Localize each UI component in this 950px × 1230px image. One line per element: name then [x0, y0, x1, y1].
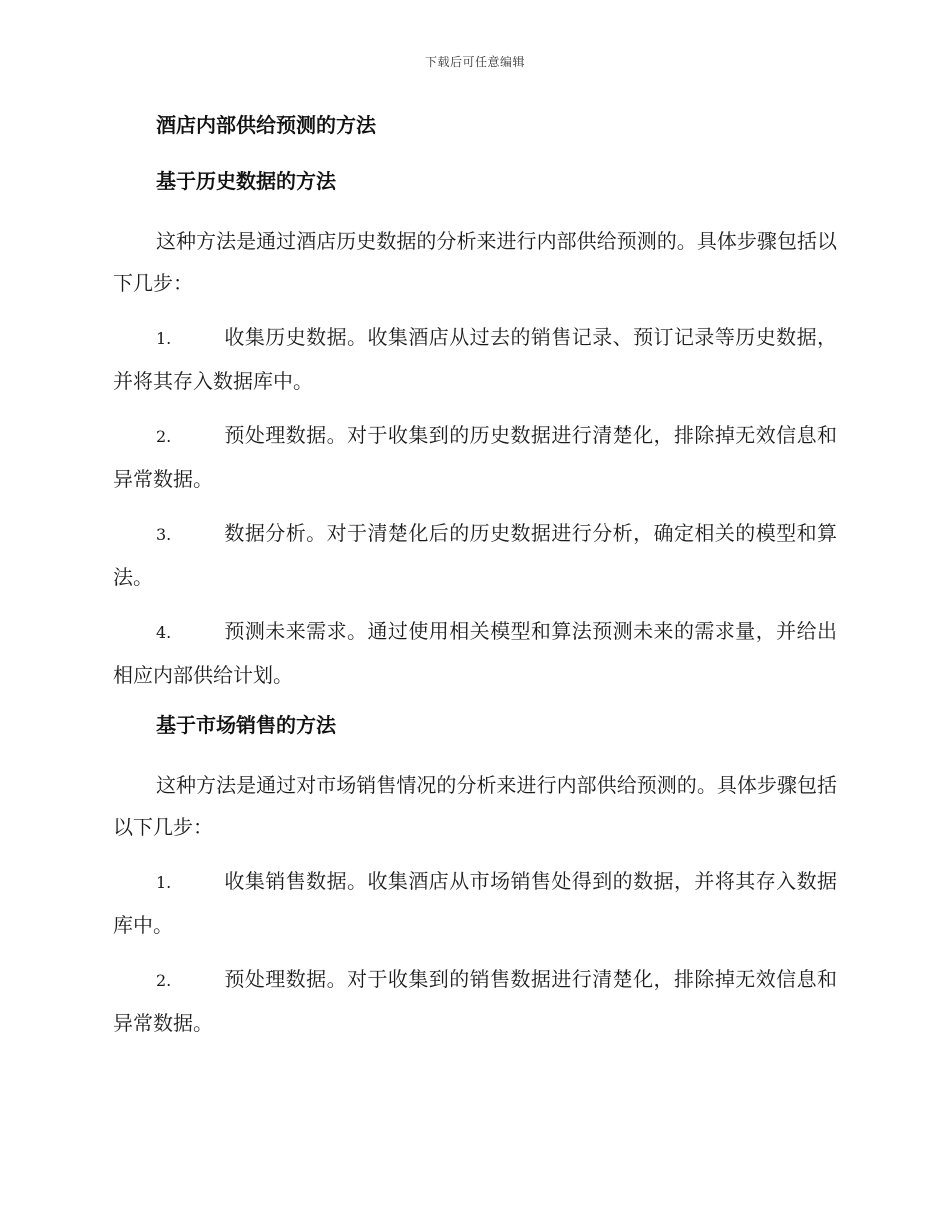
list-item-number: 3.: [156, 525, 172, 544]
list-item-number: 2.: [156, 971, 172, 990]
list-item-number: 1.: [156, 873, 172, 892]
list-item-text: 收集销售数据。收集酒店从市场销售处得到的数据，并将其存入数据库中。: [113, 869, 837, 937]
list-item: [113, 860, 837, 946]
list-item-text: 预处理数据。对于收集到的历史数据进行清楚化，排除掉无效信息和异常数据。: [113, 423, 837, 491]
list-item: [113, 414, 837, 500]
list-item: [113, 958, 837, 1044]
section-intro-historical: 这种方法是通过酒店历史数据的分析来进行内部供给预测的。具体步骤包括以下几步：: [113, 229, 837, 295]
list-item: [113, 610, 837, 696]
document-body: [113, 108, 837, 1056]
document-title: 酒店内部供给预测的方法: [156, 113, 376, 137]
list-item-text: 预测未来需求。通过使用相关模型和算法预测未来的需求量，并给出相应内部供给计划。: [113, 619, 837, 687]
list-item-text: 数据分析。对于清楚化后的历史数据进行分析，确定相关的模型和算法。: [113, 521, 837, 589]
section-heading-market: 基于市场销售的方法: [156, 713, 336, 737]
list-item-number: 2.: [156, 427, 172, 446]
list-item: [113, 512, 837, 598]
section-heading-historical: 基于历史数据的方法: [156, 169, 336, 193]
list-item: [113, 316, 837, 402]
section-intro-market: 这种方法是通过对市场销售情况的分析来进行内部供给预测的。具体步骤包括以下几步：: [113, 773, 837, 839]
page-header: 下载后可任意编辑: [424, 55, 525, 69]
list-item-text: 收集历史数据。收集酒店从过去的销售记录、预订记录等历史数据，并将其存入数据库中。: [113, 325, 837, 393]
list-item-text: 预处理数据。对于收集到的销售数据进行清楚化，排除掉无效信息和异常数据。: [113, 967, 837, 1035]
list-item-number: 1.: [156, 329, 172, 348]
list-item-number: 4.: [156, 623, 172, 642]
